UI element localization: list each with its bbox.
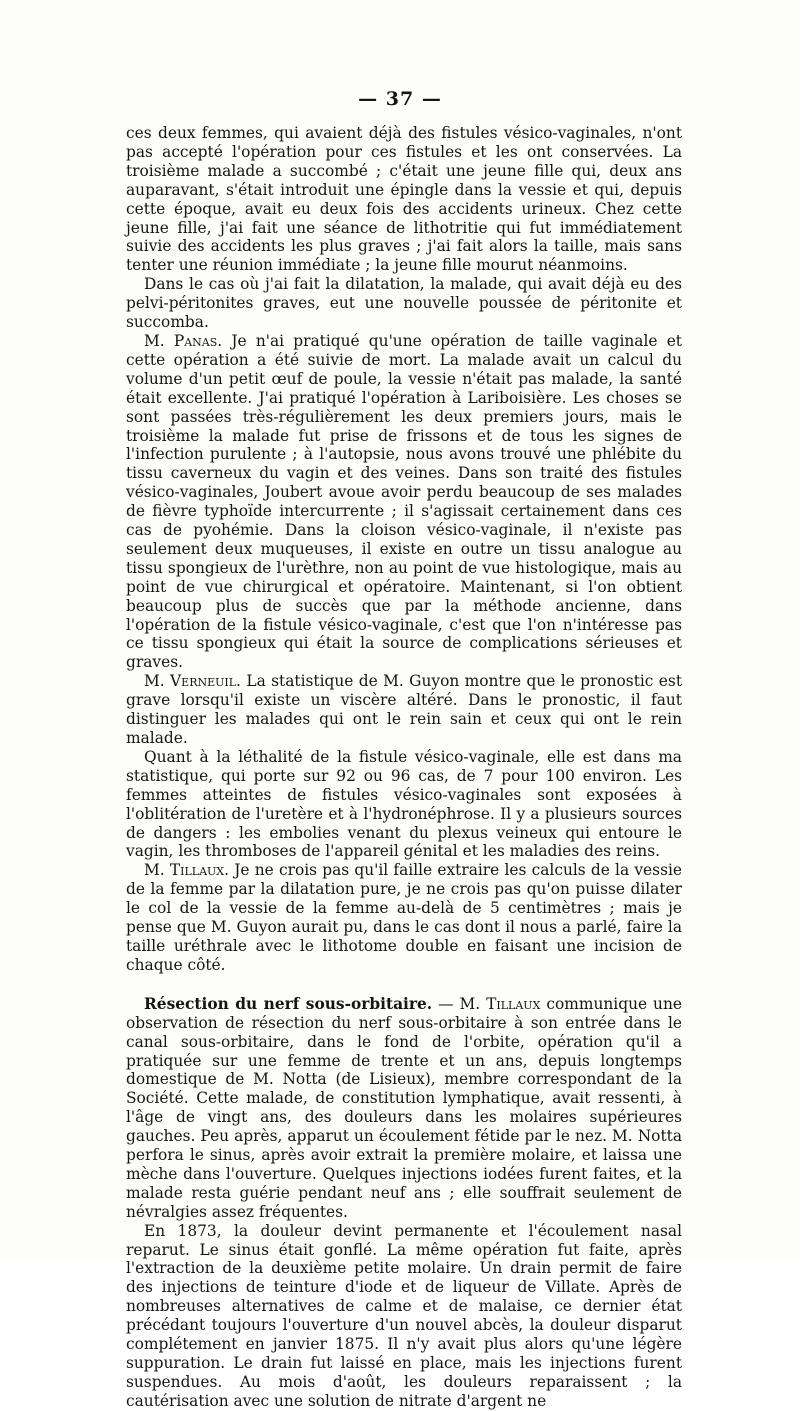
paragraph-text: Je n'ai pratiqué qu'une opération de taille vaginale et cette opération a été suivie de mort. La malade avait un calcul du volume d'un petit œuf de poule, la vessie n'était pas malade, la santé était excellente. J'ai pratiqué l'opération à Lariboisière. Les choses se sont passées très-régulièrement les deux premiers jours, mais le troisième la malade fut prise de frissons et de tous les signes de l'infection purulente ; à l'autopsie, nous avons trouvé une phlébite du tissu caverneux du vagin et des veines. Dans son traité des fistules vésico-vaginales, Joubert avoue avoir perdu beaucoup de ses malades de fièvre typhoïde intercurrente ; il s'agissait certainement dans ces cas de pyohémie. Dans la cloison vésico-vaginale, il n'existe pas seulement deux muqueuses, il existe en outre un tissu analogue au tissu spongieux de l'urèthre, non au point de vue histologique, mais au point de vue chirurgical et opératoire. Maintenant, si l'on obtient beaucoup plus de succès que par la méthode ancienne, dans l'opération de la fistule vésico-vaginale, c'est que l'on n'intéresse pas ce tissu spongieux qui était la source de complications sérieuses et graves. — [126, 331, 682, 672]
speaker-name: M. Tillaux. — [144, 861, 230, 880]
body-text — [126, 124, 682, 1411]
paragraph-text: En 1873, la douleur devint permanente et l'écoulement nasal reparut. Le sinus était gonflé. La même opération fut faite, après l'extraction de la deuxième petite molaire. Un drain permit de faire des injections de teinture d'iode et de liqueur de Villate. Après de nombreuses alternatives de calme et de malaise, ce dernier état précédant toujours l'ouverture d'un nouvel abcès, la douleur disparut complétement en janvier 1875. Il n'y avait plus alors qu'une légère suppuration. Le drain fut laissé en place, mais les injections furent suspendues. Au mois d'août, les douleurs reparaissent ; la cautérisation avec une solution de nitrate d'argent ne — [126, 1221, 682, 1410]
paragraph-dilatation-case — [126, 275, 682, 332]
paragraph-continuation — [126, 124, 682, 275]
paragraph-section-resection — [126, 995, 682, 1222]
paragraph-text: La statistique de M. Guyon montre que le pronostic est grave lorsqu'il existe un viscère altéré. Dans le pronostic, il faut distinguer les malades qui ont le rein sain et ceux qui ont le rein malade. — [126, 672, 682, 747]
paragraph-text: Je ne crois pas qu'il faille extraire les calculs de la vessie de la femme par la dilatation pure, je ne crois pas qu'on puisse dilater le col de la vessie de la femme au-delà de 5 centimètres ; mais je pense que M. Guyon aurait pu, dans le cas dont il nous a parlé, faire la taille uréthrale avec le lithotome double en faisant une incision de chaque côté. — [126, 861, 682, 974]
page-number: — 37 — — [358, 88, 442, 110]
paragraph-text: ces deux femmes, qui avaient déjà des fistules vésico-vaginales, n'ont pas accepté l'opération pour ces fistules et les ont conservées. La troisième malade a succombé ; c'était une jeune fille qui, deux ans auparavant, s'était introduit une épingle dans la vessie et qui, depuis cette époque, avait eu deux fois des accidents urineux. Chez cette jeune fille, j'ai fait une séance de lithotritie qui fut immédiatement suivie des accidents les plus graves ; j'ai fait alors la taille, mais sans tenter une réunion immédiate ; la jeune fille mourut néanmoins. — [126, 124, 682, 275]
paragraph-text: Dans le cas où j'ai fait la dilatation, la malade, qui avait déjà eu des pelvi-péritonites graves, eut une nouvelle poussée de péritonite et succomba. — [126, 275, 682, 332]
speaker-name: M. Verneuil. — [144, 672, 241, 691]
section-title: Résection du nerf sous-orbitaire. — [144, 994, 433, 1013]
paragraph-text: communique une observation de résection du nerf sous-orbitaire à son entrée dans le canal sous-orbitaire, dans le fond de l'orbite, opération qu'il a pratiquée sur une femme de trente et un ans, depuis longtemps domestique de M. Notta (de Lisieux), membre correspondant de la Société. Cette malade, de constitution lymphatique, avait ressenti, à l'âge de vingt ans, des douleurs dans les molaires supérieures gauches. Peu après, apparut un écoulement fétide par le nez. M. Notta perfora le sinus, après avoir extrait la première molaire, et laissa une mèche dans l'ouverture. Quelques injections iodées furent faites, et la malade resta guérie pendant neuf ans ; elle souffrait seulement de névralgies assez fréquentes. — [126, 994, 682, 1221]
section-dash: — — [432, 994, 460, 1013]
paragraph-tillaux — [126, 861, 682, 974]
paragraph-1873 — [126, 1222, 682, 1411]
speaker-name: M. Tillaux — [459, 994, 541, 1013]
paragraph-panas — [126, 332, 682, 672]
paragraph-lethalite — [126, 748, 682, 861]
paragraph-verneuil — [126, 672, 682, 748]
paragraph-text: Quant à la léthalité de la fistule vésico-vaginale, elle est dans ma statistique, qui porte sur 92 ou 96 cas, de 7 pour 100 environ. Les femmes atteintes de fistules vésico-vaginales sont exposées à l'oblitération de l'uretère et à l'hydronéphrose. Il y a plusieurs sources de dangers : les embolies venant du plexus veineux qui entoure le vagin, les thromboses de l'appareil génital et les maladies des reins. — [126, 747, 682, 861]
speaker-name: M. Panas. — [144, 331, 223, 350]
